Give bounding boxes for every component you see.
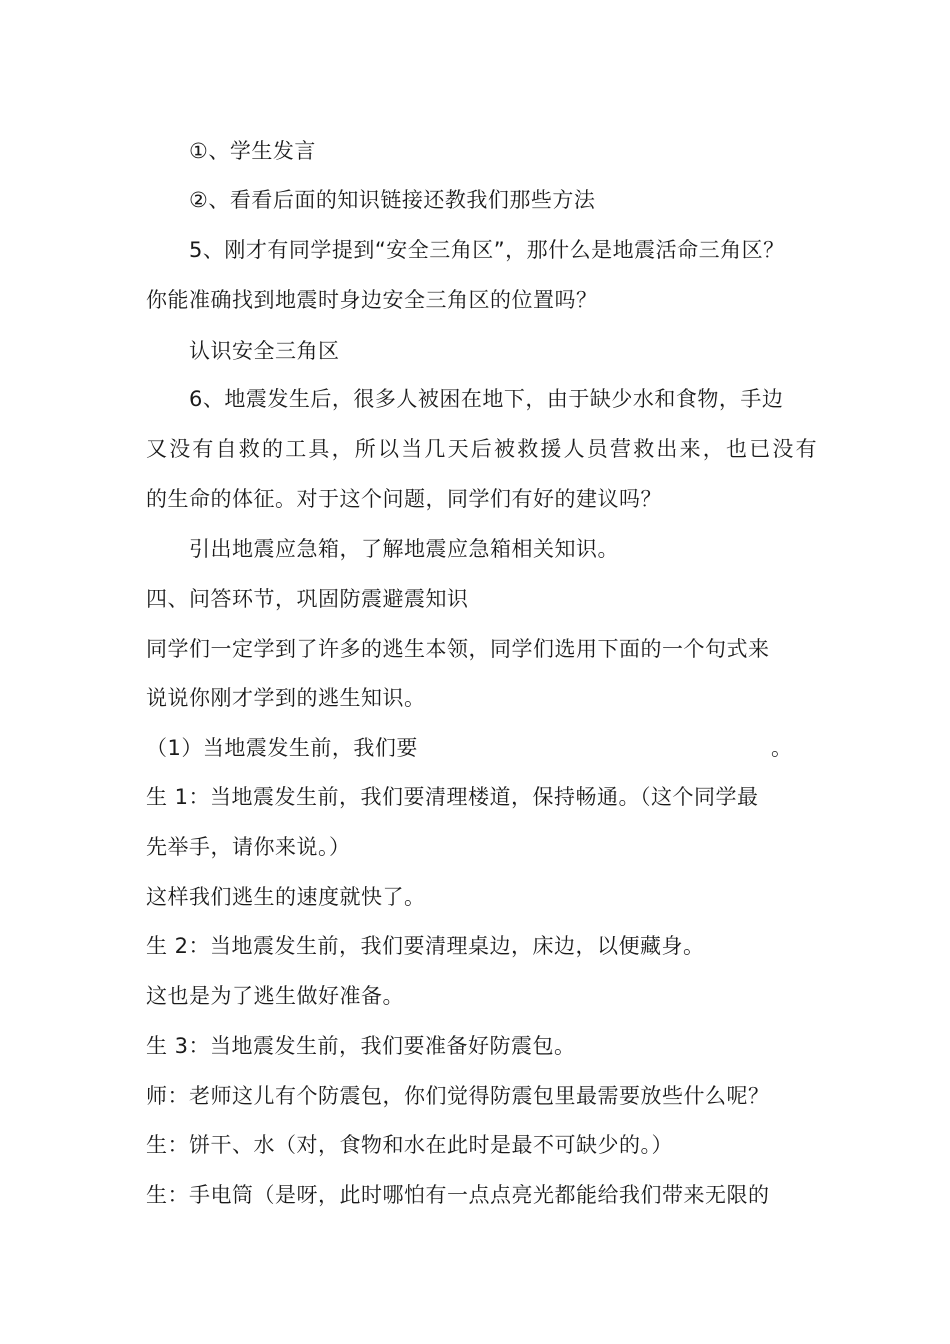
paragraph-line: 说说你刚才学到的逃生知识。: [146, 686, 426, 710]
paragraph-line: 这也是为了逃生做好准备。: [146, 984, 404, 1008]
paragraph-line: 认识安全三角区: [189, 339, 340, 363]
paragraph-line: 生：饼干、水（对，食物和水在此时是最不可缺少的。）: [146, 1133, 673, 1157]
paragraph-line: 生 3：当地震发生前，我们要准备好防震包。: [146, 1034, 576, 1058]
paragraph-line: 的生命的体征。对于这个问题，同学们有好的建议吗？: [146, 487, 662, 511]
paragraph-line: 师：老师这儿有个防震包，你们觉得防震包里最需要放些什么呢？: [146, 1084, 770, 1108]
paragraph-line: 5、刚才有同学提到“安全三角区”，那什么是地震活命三角区？: [189, 238, 785, 262]
paragraph-line: 生：手电筒（是呀，此时哪怕有一点点亮光都能给我们带来无限的: [146, 1183, 770, 1207]
paragraph-line: 又没有自救的工具，所以当几天后被救援人员营救出来，也已没有: [146, 437, 819, 461]
paragraph-line: 生 2：当地震发生前，我们要清理桌边，床边，以便藏身。: [146, 934, 705, 958]
fill-in-sentence: （1）当地震发生前，我们要: [146, 736, 418, 760]
section-heading: 四、问答环节，巩固防震避震知识: [146, 587, 469, 611]
sentence-period: 。: [771, 736, 793, 760]
paragraph-line: 同学们一定学到了许多的逃生本领，同学们选用下面的一个句式来: [146, 637, 770, 661]
paragraph-line: 你能准确找到地震时身边安全三角区的位置吗？: [146, 288, 598, 312]
paragraph-line: 生 1：当地震发生前，我们要清理楼道，保持畅通。（这个同学最: [146, 785, 759, 809]
paragraph-line: 6、地震发生后，很多人被困在地下，由于缺少水和食物，手边: [189, 387, 784, 411]
paragraph-line: 这样我们逃生的速度就快了。: [146, 885, 426, 909]
paragraph-line: 引出地震应急箱，了解地震应急箱相关知识。: [189, 537, 619, 561]
paragraph-line: 先举手，请你来说。）: [146, 835, 351, 859]
paragraph-line: ②、看看后面的知识链接还教我们那些方法: [189, 188, 596, 212]
paragraph-line: ①、学生发言: [189, 139, 316, 163]
